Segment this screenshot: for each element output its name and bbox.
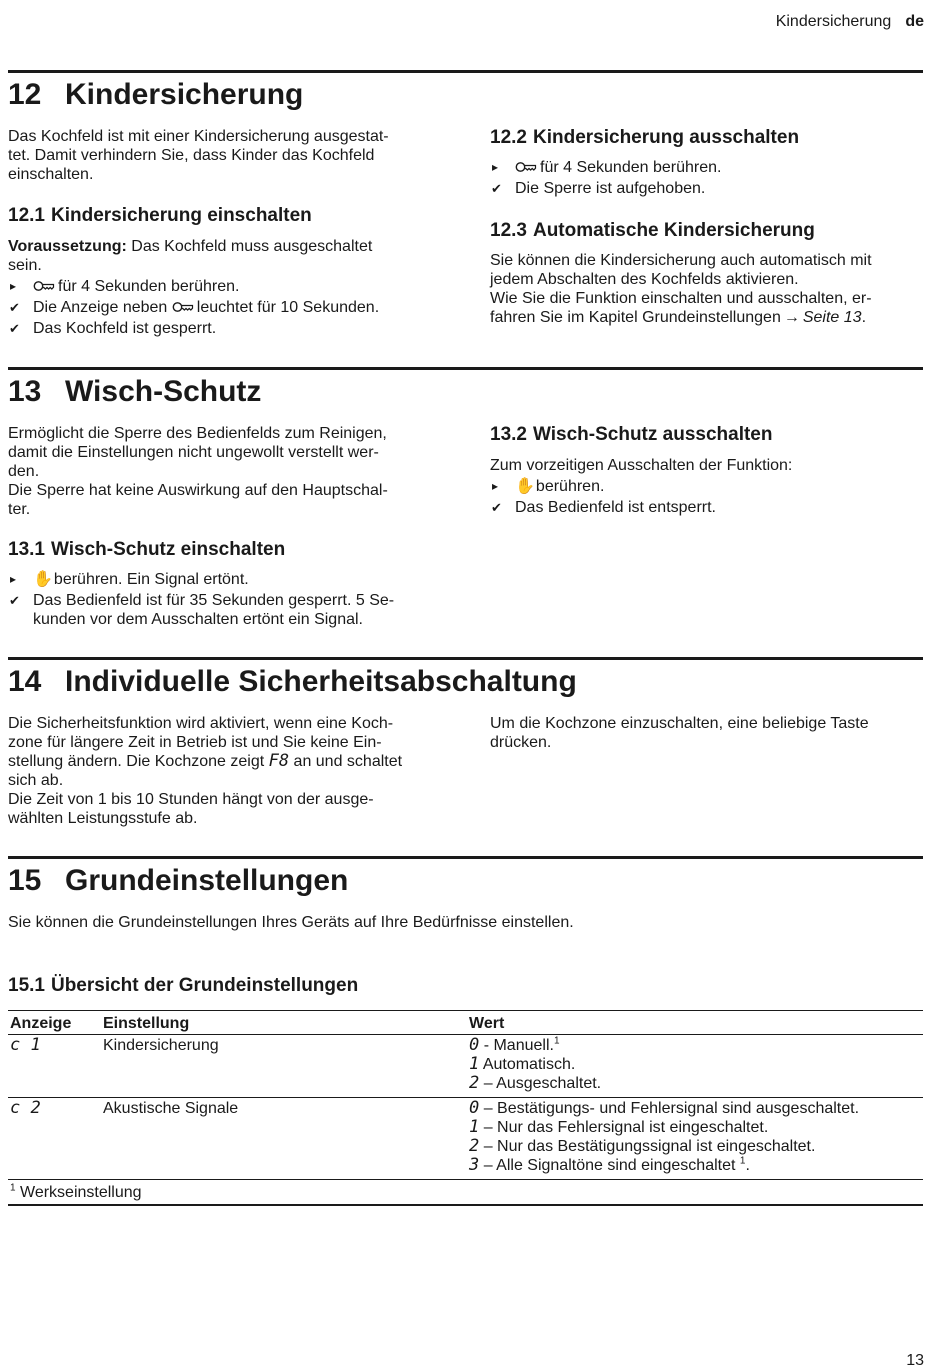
value-line bbox=[469, 1036, 921, 1055]
subsection-title: Kindersicherung ausschalten bbox=[532, 127, 800, 148]
section-title: Individuelle Sicherheitsabschaltung bbox=[65, 665, 577, 698]
footnote-ref: 1 bbox=[553, 1035, 560, 1047]
running-header bbox=[776, 12, 924, 31]
text-fragment: an und schaltet bbox=[289, 753, 403, 770]
section-14-heading bbox=[8, 665, 577, 699]
display-code: 0 bbox=[469, 1035, 480, 1055]
display-cell bbox=[8, 1098, 101, 1180]
step-item bbox=[490, 158, 920, 177]
value-cell bbox=[467, 1035, 923, 1098]
subsection-number: 12.3 bbox=[490, 220, 527, 241]
header-section: Kindersicherung bbox=[775, 13, 892, 30]
subsection-title: Wisch-Schutz einschalten bbox=[50, 539, 286, 560]
subsection-number: 15.1 bbox=[8, 975, 45, 996]
subsection-title: Übersicht der Grundeinstellungen bbox=[50, 975, 359, 996]
section-13-intro bbox=[8, 424, 438, 519]
text-line: wählten Leistungsstufe ab. bbox=[8, 810, 198, 827]
subsection-13-1-body bbox=[8, 570, 438, 629]
prerequisite-text: Das Kochfeld muss ausgeschaltet bbox=[126, 238, 373, 255]
setting-cell: Akustische Signale bbox=[101, 1098, 467, 1180]
text-line: Sie können die Kindersicherung auch automatisch mit bbox=[490, 252, 872, 269]
key-icon bbox=[33, 280, 55, 292]
key-icon bbox=[172, 301, 194, 313]
text-line: damit die Einstellungen nicht ungewollt verstellt wer- bbox=[8, 444, 379, 461]
subsection-15-1-heading bbox=[8, 975, 358, 997]
text-line: Um die Kochzone einzuschalten, eine beliebige Taste bbox=[490, 715, 869, 732]
triangle-right-icon: ▸ bbox=[492, 479, 499, 493]
section-number: 14 bbox=[8, 665, 42, 698]
display-code: 1 bbox=[469, 1117, 480, 1137]
text-line: Die Sperre hat keine Auswirkung auf den Hauptschal- bbox=[8, 482, 388, 499]
result-text: kunden vor dem Ausschalten ertönt ein Signal. bbox=[33, 611, 363, 628]
check-mark-icon: ✔ bbox=[9, 593, 20, 608]
section-rule bbox=[8, 70, 923, 73]
column-header: Wert bbox=[467, 1011, 923, 1035]
result-item bbox=[8, 319, 438, 338]
result-text: Die Anzeige neben bbox=[33, 299, 168, 316]
step-item bbox=[490, 477, 920, 496]
section-rule bbox=[8, 856, 923, 859]
step-text: für 4 Sekunden berühren. bbox=[58, 278, 240, 295]
text-fragment: stellung ändern. Die Kochzone zeigt bbox=[8, 753, 269, 770]
header-lang: de bbox=[905, 13, 924, 30]
text-line: Das Kochfeld ist mit einer Kindersicherung ausgestat- bbox=[8, 128, 389, 145]
result-item bbox=[490, 498, 920, 517]
result-text: Die Sperre ist aufgehoben. bbox=[515, 180, 706, 197]
text-line: Die Sicherheitsfunktion wird aktiviert, wenn eine Koch- bbox=[8, 715, 394, 732]
value-cell bbox=[467, 1098, 923, 1180]
section-rule bbox=[8, 367, 923, 370]
step-text: berühren. Ein Signal ertönt. bbox=[53, 571, 249, 588]
result-item bbox=[490, 179, 920, 198]
value-text: – Ausgeschaltet. bbox=[479, 1075, 602, 1092]
footnote-text: Werkseinstellung bbox=[15, 1184, 142, 1201]
value-text: Automatisch. bbox=[479, 1056, 576, 1073]
subsection-title: Automatische Kindersicherung bbox=[532, 220, 815, 241]
setting-cell: Kindersicherung bbox=[101, 1035, 467, 1098]
section-number: 15 bbox=[8, 864, 42, 897]
hand-icon: ✋ bbox=[33, 571, 53, 588]
display-code: c 2 bbox=[10, 1098, 41, 1118]
text-line: tet. Damit verhindern Sie, dass Kinder das Kochfeld bbox=[8, 147, 375, 164]
text-line: jedem Abschalten des Kochfelds aktivieren. bbox=[490, 271, 799, 288]
section-14-left bbox=[8, 714, 438, 828]
section-15-intro bbox=[8, 913, 923, 932]
subsection-12-1-heading bbox=[8, 205, 312, 227]
section-title: Kindersicherung bbox=[65, 78, 304, 111]
arrow-right-icon: → bbox=[783, 309, 800, 326]
text-line: einschalten. bbox=[8, 166, 94, 183]
value-line bbox=[469, 1118, 921, 1137]
value-text: – Nur das Bestätigungssignal ist eingeschaltet. bbox=[479, 1138, 816, 1155]
table-row bbox=[8, 1098, 923, 1180]
footnote-cell bbox=[8, 1180, 923, 1206]
hand-icon: ✋ bbox=[515, 478, 535, 495]
value-text: - Manuell. bbox=[479, 1037, 554, 1054]
subsection-12-2-body bbox=[490, 158, 920, 198]
result-item bbox=[8, 591, 438, 629]
display-code: 0 bbox=[469, 1098, 480, 1118]
text-line: ter. bbox=[8, 501, 31, 518]
check-mark-icon: ✔ bbox=[9, 300, 20, 315]
result-text: Das Kochfeld ist gesperrt. bbox=[33, 320, 217, 337]
table-footnote-row bbox=[8, 1180, 923, 1206]
check-mark-icon: ✔ bbox=[491, 500, 502, 515]
section-14-right bbox=[490, 714, 920, 752]
display-cell bbox=[8, 1035, 101, 1098]
table-header-row bbox=[8, 1011, 923, 1035]
value-line bbox=[469, 1099, 921, 1118]
prerequisite-label: Voraussetzung: bbox=[8, 238, 127, 255]
value-line bbox=[469, 1055, 921, 1074]
table-row bbox=[8, 1035, 923, 1098]
text-line bbox=[8, 752, 438, 771]
section-number: 12 bbox=[8, 78, 42, 111]
section-13-heading bbox=[8, 375, 261, 409]
section-15-heading bbox=[8, 864, 348, 898]
key-icon bbox=[515, 161, 537, 173]
result-item bbox=[8, 298, 438, 317]
triangle-right-icon: ▸ bbox=[10, 572, 17, 586]
footnote-mark: 1 bbox=[10, 1182, 16, 1194]
prerequisite bbox=[8, 237, 438, 256]
text-line: den. bbox=[8, 463, 40, 480]
value-line bbox=[469, 1137, 921, 1156]
text-line: Ermöglicht die Sperre des Bedienfelds zum Reinigen, bbox=[8, 425, 387, 442]
text-line: drücken. bbox=[490, 734, 552, 751]
section-rule bbox=[8, 657, 923, 660]
display-code: 1 bbox=[469, 1054, 480, 1074]
text-line: sich ab. bbox=[8, 772, 64, 789]
value-text: . bbox=[745, 1157, 750, 1174]
display-code: c 1 bbox=[10, 1035, 41, 1055]
text-line: zone für längere Zeit in Betrieb ist und Sie keine Ein- bbox=[8, 734, 382, 751]
prerequisite-text: sein. bbox=[8, 257, 42, 274]
step-text: berühren. bbox=[535, 478, 605, 495]
text-line: Wie Sie die Funktion einschalten und ausschalten, er- bbox=[490, 290, 872, 307]
section-12-intro bbox=[8, 127, 438, 184]
display-code: F8 bbox=[268, 751, 290, 771]
subsection-title: Kindersicherung einschalten bbox=[50, 205, 312, 226]
subsection-12-3-heading bbox=[490, 220, 815, 242]
text-line bbox=[490, 308, 920, 327]
section-title: Grundeinstellungen bbox=[65, 864, 349, 897]
subsection-12-3-body bbox=[490, 251, 920, 327]
subsection-12-2-heading bbox=[490, 127, 799, 149]
subsection-13-2-heading bbox=[490, 424, 772, 446]
text-line: Sie können die Grundeinstellungen Ihres Geräts auf Ihre Bedürfnisse einstellen. bbox=[8, 914, 574, 931]
value-text: – Bestätigungs- und Fehlersignal sind ausgeschaltet. bbox=[479, 1100, 860, 1117]
section-12-heading bbox=[8, 78, 303, 112]
check-mark-icon: ✔ bbox=[491, 181, 502, 196]
result-text: leuchtet für 10 Sekunden. bbox=[196, 299, 380, 316]
subsection-13-1-heading bbox=[8, 539, 285, 561]
subsection-13-2-body bbox=[490, 456, 920, 517]
triangle-right-icon: ▸ bbox=[10, 279, 17, 293]
subsection-title: Wisch-Schutz ausschalten bbox=[532, 424, 773, 445]
subsection-number: 12.2 bbox=[490, 127, 527, 148]
step-text: für 4 Sekunden berühren. bbox=[540, 159, 722, 176]
triangle-right-icon: ▸ bbox=[492, 160, 499, 174]
display-code: 2 bbox=[469, 1136, 480, 1156]
text-fragment: fahren Sie im Kapitel Grundeinstellungen bbox=[490, 309, 781, 326]
value-line bbox=[469, 1156, 921, 1175]
column-header: Anzeige bbox=[8, 1011, 101, 1035]
step-item bbox=[8, 277, 438, 296]
display-code: 2 bbox=[469, 1073, 480, 1093]
value-text: – Alle Signaltöne sind eingeschaltet bbox=[479, 1157, 740, 1174]
check-mark-icon: ✔ bbox=[9, 321, 20, 336]
subsection-number: 13.1 bbox=[8, 539, 45, 560]
value-text: – Nur das Fehlersignal ist eingeschaltet. bbox=[479, 1119, 769, 1136]
result-text: Das Bedienfeld ist entsperrt. bbox=[515, 499, 716, 516]
text-fragment: . bbox=[861, 309, 867, 326]
column-header: Einstellung bbox=[101, 1011, 467, 1035]
subsection-12-1-body bbox=[8, 237, 438, 338]
section-number: 13 bbox=[8, 375, 42, 408]
result-text: Das Bedienfeld ist für 35 Sekunden gesperrt. 5 Se- bbox=[33, 592, 395, 609]
section-title: Wisch-Schutz bbox=[65, 375, 262, 408]
page-reference-link[interactable]: Seite 13 bbox=[802, 309, 862, 326]
text-line: Die Zeit von 1 bis 10 Stunden hängt von der ausge- bbox=[8, 791, 374, 808]
display-code: 3 bbox=[469, 1155, 480, 1175]
text-line: Zum vorzeitigen Ausschalten der Funktion: bbox=[490, 457, 793, 474]
value-line bbox=[469, 1074, 921, 1093]
page-number: 13 bbox=[906, 1352, 924, 1369]
subsection-number: 13.2 bbox=[490, 424, 527, 445]
step-item bbox=[8, 570, 438, 589]
settings-table bbox=[8, 1010, 923, 1206]
footnote-ref: 1 bbox=[739, 1155, 746, 1167]
subsection-number: 12.1 bbox=[8, 205, 45, 226]
